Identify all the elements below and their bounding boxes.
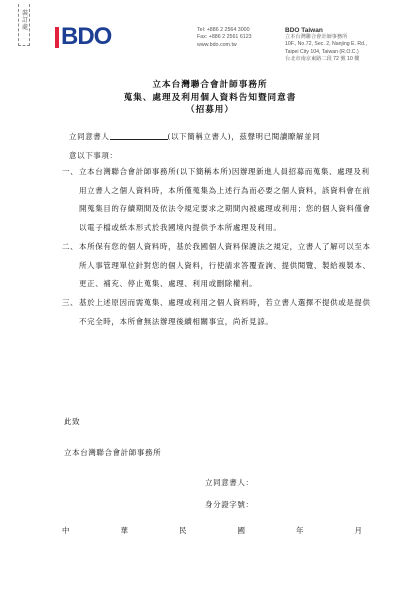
item-text: 基於上述原因而需蒐集、處理或利用之個人資料時，若立書人選擇不提供或是提供不完全時，本所會無法辦理後續相關事宜，尚祈見諒。 — [79, 297, 371, 326]
fax-text: Fax: +886 2 2561 6123 — [197, 34, 252, 41]
intro-suffix: (以下簡稱立書人)，茲聲明已閱讀瞭解並同 — [167, 132, 321, 141]
title-main: 蒐集、處理及利用個人資料告知暨同意書 — [123, 92, 297, 103]
office-line: 台北市南京東路二段 72 號 10 樓 — [285, 55, 360, 62]
signer-name-blank[interactable] — [110, 131, 168, 140]
binding-mark-text: 裝訂處 — [21, 10, 28, 31]
logo-text: BDO — [61, 23, 112, 50]
date-char: 月 — [354, 526, 362, 535]
bdo-logo — [55, 23, 112, 50]
logo-accent-bar — [55, 27, 59, 48]
consent-item — [62, 163, 372, 238]
date-char: 民 — [179, 526, 187, 535]
office-address — [285, 27, 367, 63]
contact-info — [197, 27, 252, 49]
consent-item — [62, 238, 372, 294]
binding-mark — [18, 4, 30, 46]
item-text: 本所保有您的個人資料時，基於我國個人資料保護法之規定，立書人了解可以至本所人事管理單位針對您的個人資料，行使請求答覆查詢、提供閱覽、製給複製本、更正、補充、停止蒐集、處理、利用或刪除權利。 — [79, 241, 371, 289]
closing-firm: 立本台灣聯合會計師事務所 — [64, 448, 162, 457]
office-name: BDO Taiwan — [285, 27, 323, 34]
office-line: 立本台灣聯合會計師事務所 — [285, 34, 348, 41]
signature-block — [205, 472, 254, 516]
item-text: 立本台灣聯合會計師事務所(以下簡稱本所)因辦理新進人員招募而蒐集、處理及利用立書人之個人資料時，本所僅蒐集為上述行為而必要之個人資料，該資料會在前開蒐集目的存續期間及依法令規定要求之期間內被處理或利用；您的個人資料僅會以電子檔或紙本形式於我國境內提供予本所處理及利用。 — [79, 167, 371, 233]
intro-line-2: 意以下事項： — [69, 151, 118, 160]
date-char: 華 — [120, 526, 128, 535]
id-number-label[interactable]: 身分證字號： — [205, 500, 254, 509]
signer-label[interactable]: 立同意書人： — [205, 478, 254, 487]
intro-paragraph — [69, 127, 369, 165]
consent-items — [62, 163, 372, 331]
item-number: 二、 — [62, 241, 79, 251]
date-char: 國 — [237, 526, 245, 535]
consent-item — [62, 294, 372, 331]
closing-block — [64, 412, 161, 463]
title-sub: （招募用） — [186, 105, 234, 116]
tel-text: Tel: +886 2 2564 3000 — [197, 27, 250, 33]
document-title — [0, 79, 420, 117]
item-number: 一、 — [62, 167, 79, 176]
intro-prefix: 立同意書人 — [69, 132, 110, 141]
office-line: Taipei City 104, Taiwan (R.O.C.) — [285, 48, 359, 55]
web-text: www.bdo.com.tw — [197, 41, 237, 48]
closing-line: 此致 — [64, 417, 81, 426]
date-line — [62, 525, 362, 536]
title-firm: 立本台灣聯合會計師事務所 — [152, 80, 268, 90]
date-char: 中 — [62, 526, 70, 535]
item-number: 三、 — [62, 297, 79, 307]
date-char: 年 — [296, 526, 304, 535]
office-line: 10F., No.72, Sec. 2, Nanjing E. Rd., — [285, 41, 367, 48]
